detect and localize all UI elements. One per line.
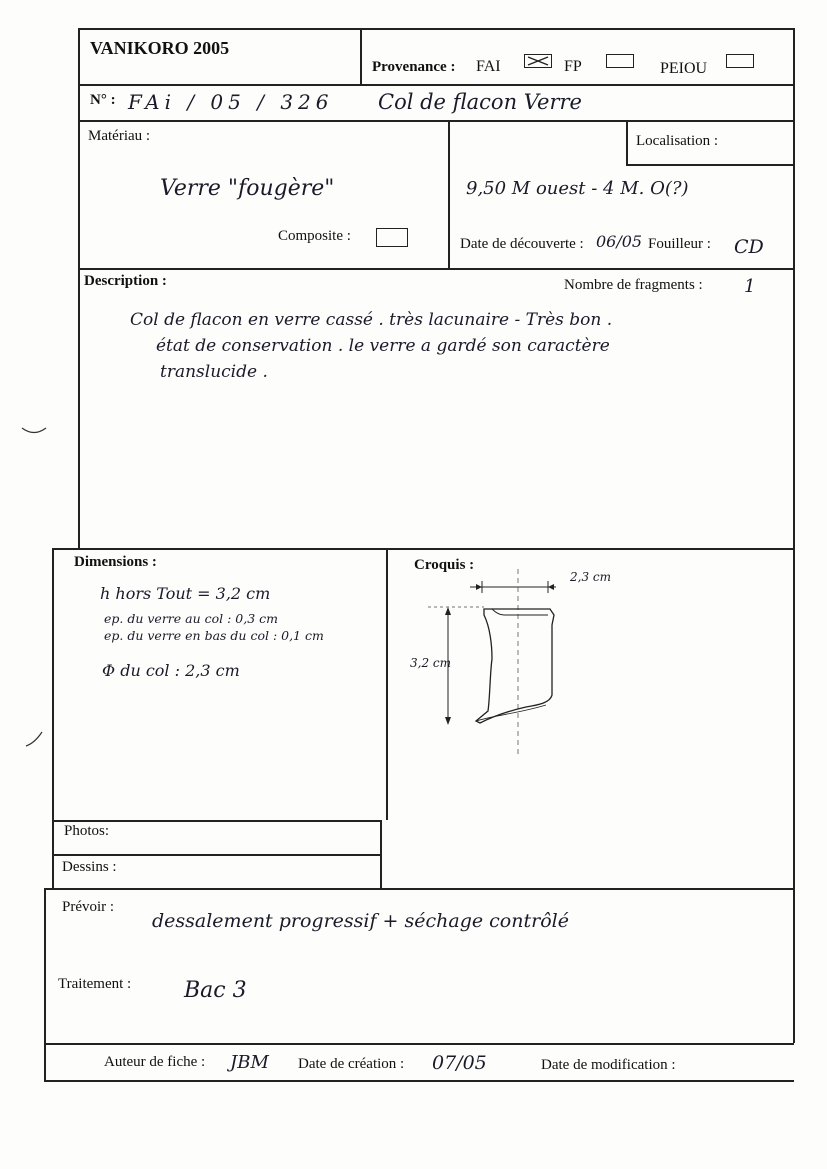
croquis-height-label: 3,2 cm xyxy=(410,656,451,670)
description-text[interactable] xyxy=(130,310,780,382)
provenance-label: Provenance : xyxy=(372,59,456,75)
fouilleur-label: Fouilleur : xyxy=(648,236,711,252)
form-title: VANIKORO 2005 xyxy=(90,38,230,58)
description-line: translucide . xyxy=(160,362,268,382)
dessins-label: Dessins : xyxy=(62,859,117,875)
dimension-line: h hors Tout = 3,2 cm xyxy=(100,584,271,603)
dimension-line: Φ du col : 2,3 cm xyxy=(102,661,240,680)
date-modification-label: Date de modification : xyxy=(541,1057,676,1073)
traitement-label: Traitement : xyxy=(58,976,132,992)
scan-mark-icon xyxy=(14,420,54,760)
fragments-label: Nombre de fragments : xyxy=(564,277,703,293)
materiau-label: Matériau : xyxy=(88,128,151,144)
provenance-fp-checkbox[interactable] xyxy=(606,54,634,68)
composite-label: Composite : xyxy=(278,228,351,244)
traitement-value[interactable]: Bac 3 xyxy=(184,978,247,1003)
provenance-option-fai-label: FAI xyxy=(476,58,501,75)
materiau-value[interactable]: Verre "fougère" xyxy=(160,176,335,201)
provenance-peiou-checkbox[interactable] xyxy=(726,54,754,68)
provenance-option-peiou-label: PEIOU xyxy=(660,60,708,77)
croquis-width-label: 2,3 cm xyxy=(570,570,611,584)
date-creation-label: Date de création : xyxy=(298,1056,405,1072)
description-line: état de conservation . le verre a gardé son caractère xyxy=(156,336,610,356)
auteur-value[interactable]: JBM xyxy=(230,1052,269,1073)
flask-neck-sketch xyxy=(400,565,640,765)
provenance-option-fp-label: FP xyxy=(564,58,582,75)
description-line: Col de flacon en verre cassé . très lacunaire - Très bon . xyxy=(130,310,613,330)
object-name[interactable]: Col de flacon Verre xyxy=(378,90,582,114)
prevoir-value[interactable]: dessalement progressif + séchage contrôlé xyxy=(152,910,569,932)
composite-checkbox[interactable] xyxy=(376,228,408,247)
croquis-label: Croquis : xyxy=(414,557,475,573)
date-decouverte-label: Date de découverte : xyxy=(460,236,584,252)
localisation-value[interactable]: 9,50 M ouest - 4 M. O(?) xyxy=(466,178,689,199)
inventory-number[interactable]: FAi / 05 / 326 xyxy=(128,90,334,114)
dimensions-text[interactable] xyxy=(100,584,380,680)
checkmark-icon xyxy=(525,55,551,67)
prevoir-label: Prévoir : xyxy=(62,899,115,915)
dimension-line: ep. du verre au col : 0,3 cm xyxy=(104,611,279,626)
photos-label: Photos: xyxy=(64,823,110,839)
date-decouverte-value[interactable]: 06/05 xyxy=(596,232,643,251)
description-label: Description : xyxy=(84,273,167,289)
dimension-line: ep. du verre en bas du col : 0,1 cm xyxy=(104,628,324,643)
number-label: N° : xyxy=(90,92,116,108)
date-creation-value[interactable]: 07/05 xyxy=(432,1052,487,1074)
auteur-label: Auteur de fiche : xyxy=(104,1054,206,1070)
fouilleur-value[interactable]: CD xyxy=(734,236,764,258)
provenance-fai-checkbox[interactable] xyxy=(524,54,552,68)
dimensions-label: Dimensions : xyxy=(74,554,157,570)
localisation-label: Localisation : xyxy=(636,133,719,149)
fragments-value[interactable]: 1 xyxy=(744,276,756,297)
